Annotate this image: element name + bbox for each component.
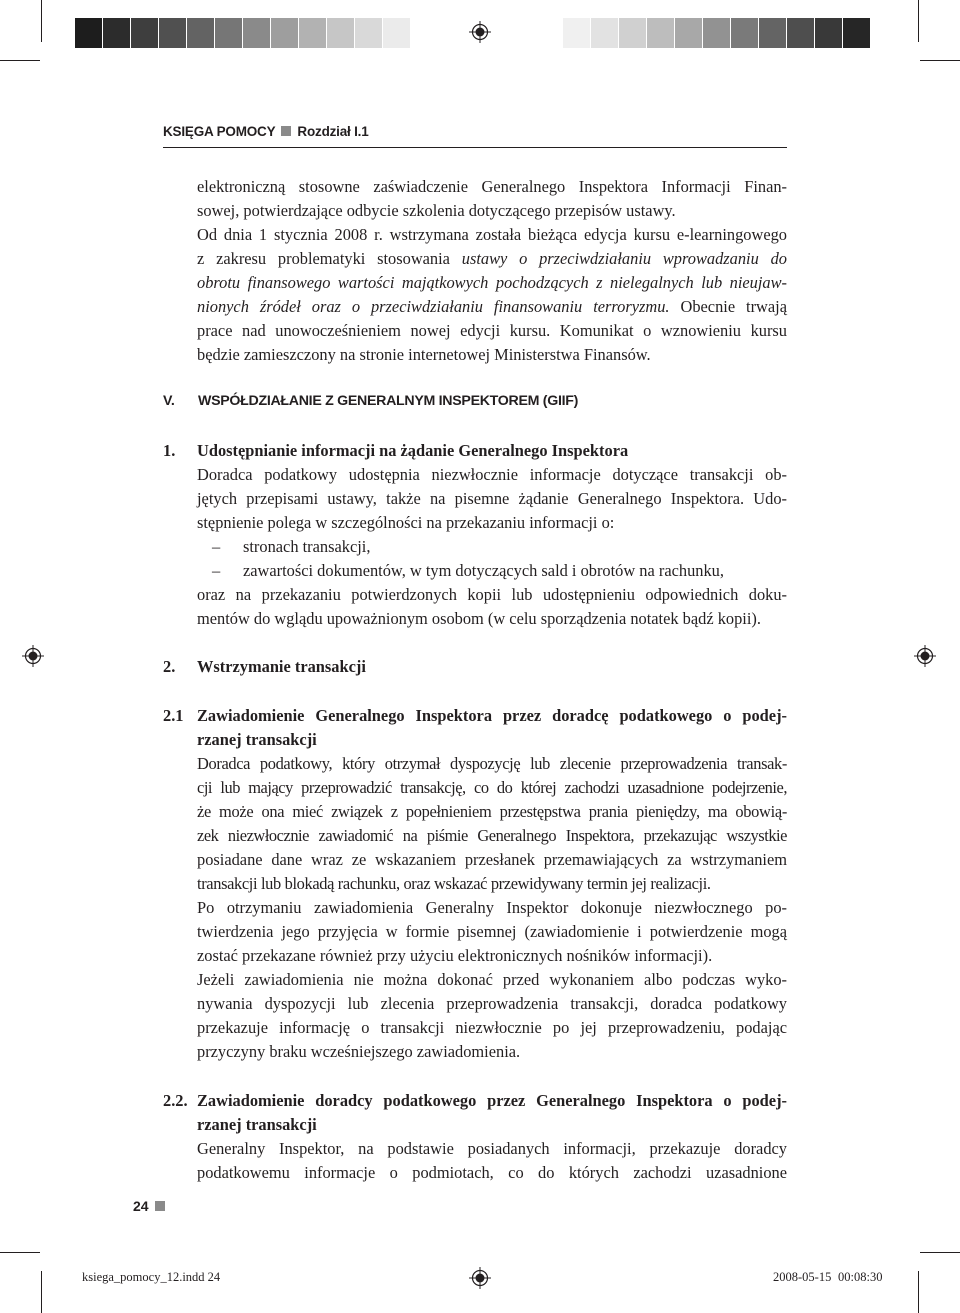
- subsection-number: 1.: [163, 441, 176, 460]
- text-line: podatkowemu informacje o podmiotach, co do których zachodzi uzasadnione: [197, 1163, 787, 1182]
- statute-title-italic: ustawy o przeciwdziałaniu wprowadzaniu do: [461, 249, 787, 268]
- registration-mark-icon: [22, 645, 44, 667]
- list-item: stronach transakcji,: [243, 537, 371, 556]
- text-line: przyczyny braku wcześniejszego zawiadomienia.: [197, 1042, 521, 1061]
- page-number-value: 24: [133, 1198, 149, 1214]
- slug-date: 2008-05-15: [773, 1270, 832, 1284]
- statute-title-italic: obrotu finansowego wartości majątkowych pochodzących z nielegalnych lub nieujaw-: [197, 273, 787, 292]
- text-line: Jeżeli zawiadomienia nie można dokonać przed wykonaniem albo podczas wyko-: [197, 970, 787, 989]
- text-line: twierdzenia jego przyjęcia w formie pisemnej (zawiadomienie i potwierdzenie mogą: [197, 922, 787, 941]
- subsection-heading: rzanej transakcji: [197, 730, 317, 749]
- text-line: Od dnia 1 stycznia 2008 r. wstrzymana została bieżąca edycja kursu e-learningowego: [197, 225, 787, 244]
- registration-mark-icon: [914, 645, 936, 667]
- subsection-number: 2.: [163, 657, 176, 676]
- text-line: [197, 295, 787, 319]
- subsection-heading: Udostępnianie informacji na żądanie Generalnego Inspektora: [197, 441, 629, 460]
- subsection-heading: Zawiadomienie doradcy podatkowego przez Generalnego Inspektora o podej-: [197, 1091, 787, 1110]
- text-line: będzie zamieszczony na stronie internetowej Ministerstwa Finansów.: [197, 345, 651, 364]
- text-line: Doradca podatkowy udostępnia niezwłocznie informacje dotyczące transakcji ob-: [197, 465, 787, 484]
- text-line: zostać przekazane również przy użyciu elektronicznych nośników informacji).: [197, 946, 713, 965]
- text-line: przekazuje informację o transakcji niezwłocznie po jej przeprowadzeniu, podając: [197, 1018, 787, 1037]
- text-line: jętych przepisami ustawy, także na pisemne żądanie Generalnego Inspektora. Udo-: [197, 489, 787, 508]
- dash-bullet-icon: –: [212, 561, 221, 580]
- square-bullet-icon: [155, 1201, 165, 1211]
- text-line: sowej, potwierdzające odbycie szkolenia dotyczącego przepisów ustawy.: [197, 201, 676, 220]
- text-line: stępnienie polega w szczególności na przekazaniu informacji o:: [197, 513, 615, 532]
- slug-time: 00:08:30: [838, 1270, 883, 1284]
- text-line: Po otrzymaniu zawiadomienia Generalny Inspektor dokonuje niezwłocznego po-: [197, 898, 787, 917]
- subsection-heading: rzanej transakcji: [197, 1115, 317, 1134]
- registration-mark-icon: [469, 21, 491, 43]
- registration-mark-icon: [469, 1267, 491, 1289]
- text-run: Obecnie trwają: [669, 297, 787, 316]
- section-title: WSPÓŁDZIAŁANIE Z GENERALNYM INSPEKTOREM (GIIF): [198, 393, 579, 409]
- text-line: elektroniczną stosowne zaświadczenie Generalnego Inspektora Informacji Finan-: [197, 177, 787, 196]
- page-number: [133, 1198, 165, 1214]
- subsection-heading: Zawiadomienie Generalnego Inspektora przez doradcę podatkowego o podej-: [197, 706, 787, 725]
- chapter-label: Rozdział I.1: [297, 124, 369, 139]
- text-line: zek niezwłocznie zawiadomić na piśmie Generalnego Inspektora, przekazując wszystkie: [197, 826, 787, 845]
- text-line: [197, 247, 787, 271]
- section-number: V.: [163, 393, 175, 409]
- text-line: posiadane dane wraz ze wskazaniem przesłanek przemawiających za wstrzymaniem: [197, 850, 787, 869]
- text-line: mentów do wglądu upoważnionym osobom (w celu sporządzenia notatek bądź kopii).: [197, 609, 761, 628]
- text-line: Doradca podatkowy, który otrzymał dyspozycję lub zlecenie przeprowadzenia transak-: [197, 754, 787, 773]
- header-rule: [163, 147, 787, 148]
- text-line: Generalny Inspektor, na podstawie posiadanych informacji, przekazuje doradcy: [197, 1139, 787, 1158]
- text-line: prace nad unowocześnieniem nowej edycji kursu. Komunikat o wznowieniu kursu: [197, 321, 787, 340]
- statute-title-italic: nionych źródeł oraz o przeciwdziałaniu finansowaniu terroryzmu.: [197, 297, 670, 316]
- running-header: [163, 124, 369, 139]
- text-line: nywania dyspozycji lub zlecenia przeprowadzenia transakcji, doradca podatkowy: [197, 994, 787, 1013]
- dash-bullet-icon: –: [212, 537, 221, 556]
- text-run: z zakresu problematyki stosowania: [197, 249, 462, 268]
- subsection-heading: Wstrzymanie transakcji: [197, 657, 366, 676]
- square-bullet-icon: [281, 126, 291, 136]
- text-line: transakcji lub blokadą rachunku, oraz wskazać przewidywany termin jej realizacji.: [197, 874, 711, 893]
- slug-filename: ksiega_pomocy_12.indd 24: [82, 1270, 221, 1284]
- subsection-number: 2.1: [163, 706, 184, 725]
- subsection-number: 2.2.: [163, 1091, 188, 1110]
- book-title: KSIĘGA POMOCY: [163, 124, 276, 139]
- text-line: cji lub mający przeprowadzić transakcję, co do której zachodzi uzasadnione podejrzenie,: [197, 778, 787, 797]
- text-line: oraz na przekazaniu potwierdzonych kopii lub udostępnieniu odpowiednich doku-: [197, 585, 787, 604]
- text-line: że może ona mieć związek z popełnieniem przestępstwa prania pieniędzy, ma obowią-: [197, 802, 787, 821]
- list-item: zawartości dokumentów, w tym dotyczących sald i obrotów na rachunku,: [243, 561, 724, 580]
